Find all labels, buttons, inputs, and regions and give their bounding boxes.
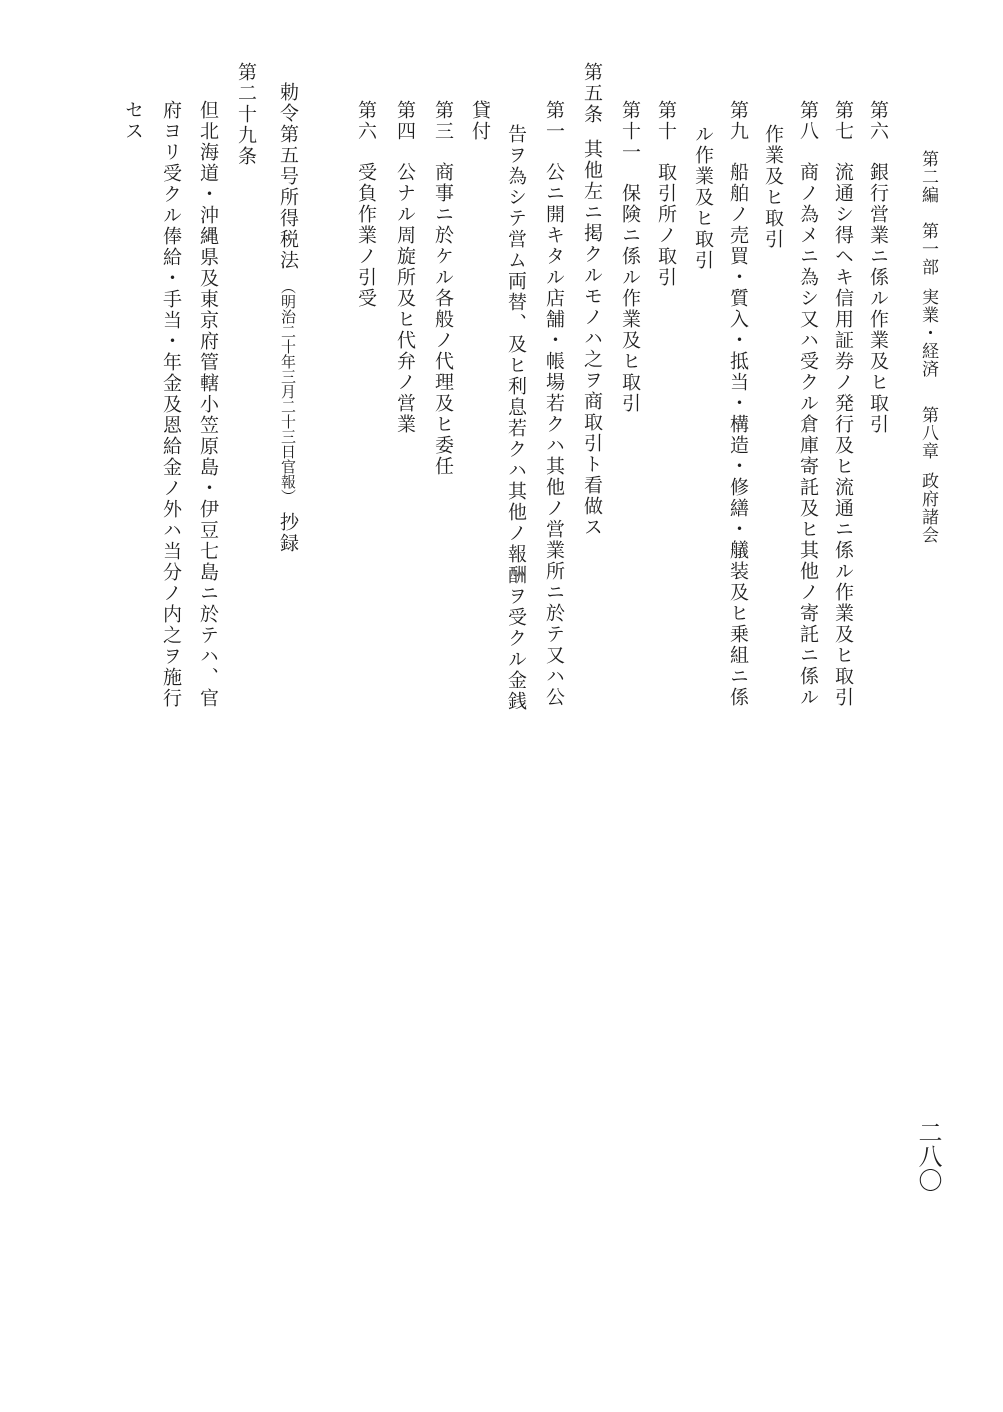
text-line	[500, 124, 532, 712]
text-line	[272, 82, 304, 554]
item-text: 貸付	[469, 100, 491, 142]
text-line	[827, 100, 859, 708]
item-label: 第六	[867, 100, 889, 142]
header-chapter-title: 政府諸会	[918, 472, 938, 544]
text-line	[427, 100, 459, 477]
item-text: 但北海道・沖縄県及東京府管轄小笠原島・伊豆七島ニ於テハ、官	[197, 100, 219, 709]
date-note: （明治二十年三月二十三日官報）	[279, 279, 297, 504]
item-label: 第五条	[581, 62, 603, 125]
header-section: 第一部	[918, 222, 938, 276]
item-label: 第八	[797, 100, 819, 142]
text-line	[389, 100, 421, 435]
item-label: 第六	[355, 100, 377, 142]
text-line	[792, 100, 824, 708]
text-line	[230, 62, 262, 167]
item-label: 第一	[543, 100, 565, 142]
item-label: 第四	[394, 100, 416, 142]
item-text: 公ニ開キタル店舗・帳場若クハ其他ノ営業所ニ於テ又ハ公	[543, 162, 565, 708]
text-line	[722, 100, 754, 708]
item-text: 船舶ノ売買・質入・抵当・構造・修繕・艤装及ヒ乗組ニ係	[727, 162, 749, 708]
item-text: 其他左ニ掲クルモノハ之ヲ商取引ト看做ス	[581, 139, 603, 538]
item-text: 受負作業ノ引受	[355, 162, 377, 309]
text-line	[155, 100, 187, 709]
item-text: 公ナル周旋所及ヒ代弁ノ営業	[394, 162, 416, 435]
item-label: 第十一	[619, 100, 641, 163]
item-text: ル作業及ヒ取引	[692, 124, 714, 271]
item-text: 流通シ得ヘキ信用証券ノ発行及ヒ流通ニ係ル作業及ヒ取引	[832, 162, 854, 708]
text-line	[576, 62, 608, 538]
item-label: 第三	[432, 100, 454, 142]
item-text: 府ヨリ受クル俸給・手当・年金及恩給金ノ外ハ当分ノ内之ヲ施行	[160, 100, 182, 709]
text-line	[687, 124, 719, 271]
item-label: 第七	[832, 100, 854, 142]
item-text: 勅令第五号所得税法	[277, 82, 299, 271]
page-number: 二八〇	[914, 1120, 942, 1192]
item-label: 第九	[727, 100, 749, 142]
text-line	[464, 100, 496, 142]
text-line	[192, 100, 224, 709]
item-text: 商ノ為メニ為シ又ハ受クル倉庫寄託及ヒ其他ノ寄託ニ係ル	[797, 162, 819, 708]
item-tail: 抄録	[277, 512, 299, 554]
text-line	[650, 100, 682, 288]
running-header	[912, 150, 944, 544]
text-line	[614, 100, 646, 414]
text-line	[538, 100, 570, 708]
text-line	[117, 100, 149, 142]
item-text: 保険ニ係ル作業及ヒ取引	[619, 183, 641, 414]
item-text: 商事ニ於ケル各般ノ代理及ヒ委任	[432, 162, 454, 477]
item-text: 取引所ノ取引	[655, 162, 677, 288]
header-topic: 実業・経済	[918, 288, 938, 378]
text-line	[350, 100, 382, 309]
item-text: 作業及ヒ取引	[762, 124, 784, 250]
text-line	[757, 124, 789, 250]
item-label: 第十	[655, 100, 677, 142]
item-text: セス	[122, 100, 144, 142]
text-line	[862, 100, 894, 435]
header-part: 第二編	[918, 150, 938, 204]
item-label: 第二十九条	[235, 62, 257, 167]
item-text: 銀行営業ニ係ル作業及ヒ取引	[867, 162, 889, 435]
item-text: 告ヲ為シテ営ム両替、及ヒ利息若クハ其他ノ報酬ヲ受クル金銭	[505, 124, 527, 712]
header-chapter: 第八章	[918, 406, 938, 460]
